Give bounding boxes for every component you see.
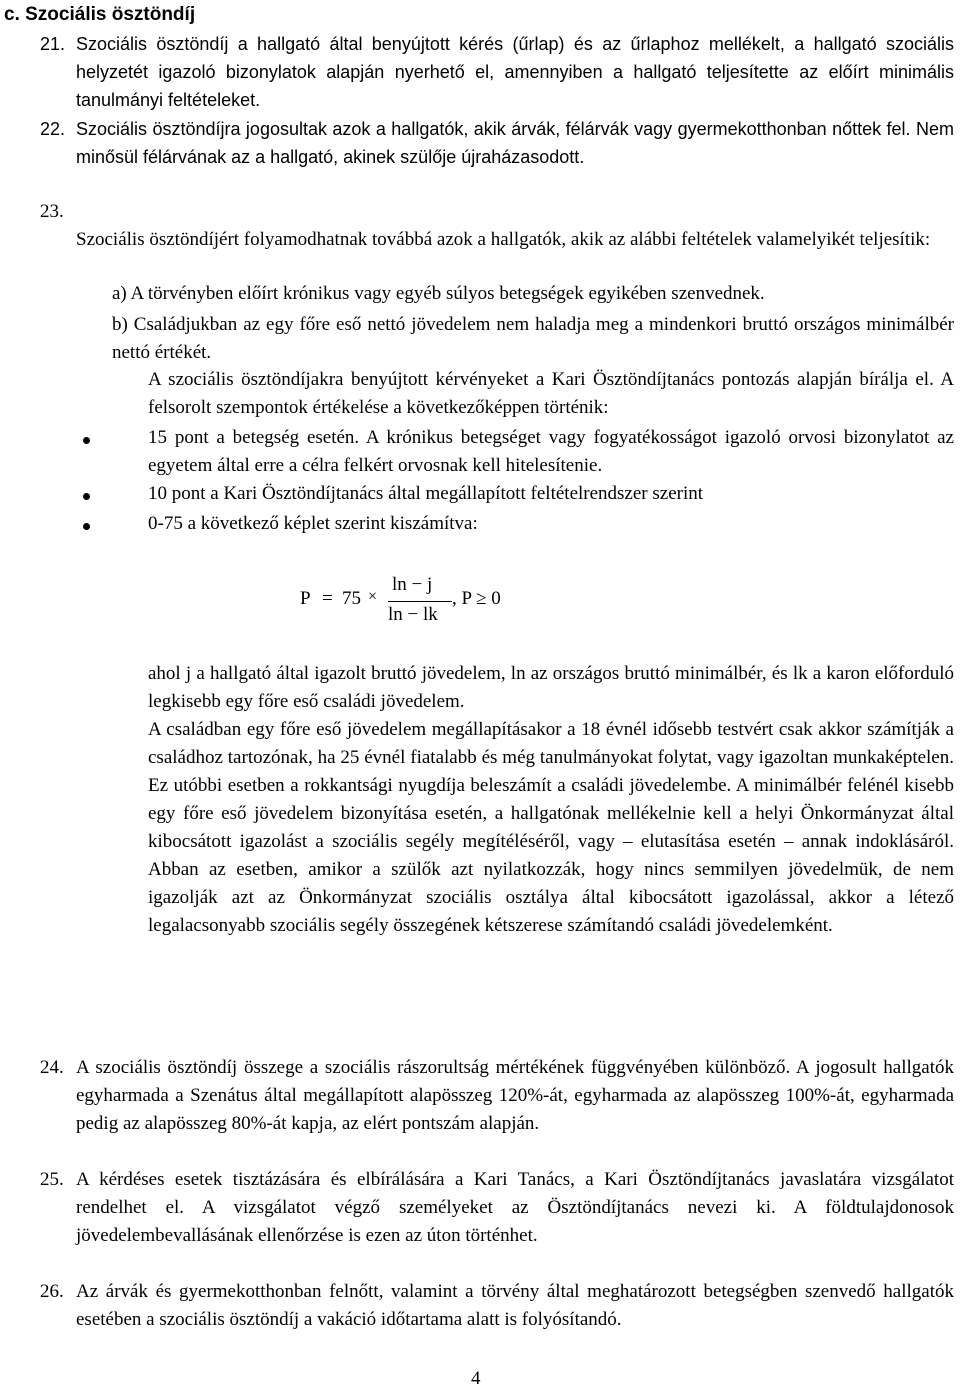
bullet-icon xyxy=(83,437,90,444)
formula-numerator: ln − j xyxy=(392,574,433,595)
item-number-24: 24. xyxy=(40,1057,64,1078)
bullet-item-council: 10 pont a Kari Ösztöndíjtanács által megállapított feltételrendszer szerint xyxy=(148,483,704,504)
section-heading: c. Szociális ösztöndíj xyxy=(4,4,196,25)
paragraph-21 xyxy=(76,30,954,114)
formula-equals: = xyxy=(322,588,333,609)
paragraph-23-intro: Szociális ösztöndíjért folyamodhatnak továbbá azok a hallgatók, akik az alábbi feltételek valamelyikét teljesítik: xyxy=(76,229,931,250)
condition-a: a) A törvényben előírt krónikus vagy egyéb súlyos betegségek egyikében szenvednek. xyxy=(112,283,765,304)
fraction-bar xyxy=(388,601,452,602)
points-formula xyxy=(300,570,540,630)
paragraph-22-text: Szociális ösztöndíjra jogosultak azok a hallgatók, akik árvák, félárvák vagy gyermekotthonban nőttek fel. Nem minősül félárvának az a hallgató, akinek szülője újraházasodott. xyxy=(76,119,954,167)
paragraph-26: Az árvák és gyermekotthonban felnőtt, valamint a törvény által meghatározott betegségben szenvedő hallgatók esetében a szociális ösztöndíj a vakáció időtartama alatt is folyósítandó. xyxy=(76,1281,954,1330)
item-number-22: 22. xyxy=(40,119,66,139)
paragraph-24: A szociális ösztöndíj összege a szociális rászorultság mértékének függvényében különböző. A jogosult hallgatók egyharmada a Szenátus által megállapított alapösszeg 120%-át, egyharmada az alapösszeg 100%-át, egyharmada pedig az alapösszeg 80%-át kapja, az elért pontszám alapján. xyxy=(76,1057,954,1134)
formula-condition: , P ≥ 0 xyxy=(452,588,501,609)
item-number-23: 23. xyxy=(40,201,64,222)
evaluation-text: A szociális ösztöndíjakra benyújtott kérvényeket a Kari Ösztöndíjtanács pontozás alapján bírálja el. A felsorolt szempontok értékelése a következőképpen történik: xyxy=(148,369,954,418)
bullet-icon xyxy=(83,523,90,530)
formula-lhs: P xyxy=(300,588,311,609)
household-income-rules: A családban egy főre eső jövedelem megállapításakor a 18 évnél idősebb testvért csak akkor számítják a családhoz tartozónak, ha 25 évnél fiatalabb és még tanulmányokat folytat, vagy igazoltan munkaképtelen. Ez utóbbi esetben a rokkantsági nyugdíja beleszámít a családi jövedelembe. A minimálbér felénél kisebb egy főre eső jövedelem bizonyítása esetén, a hallgatónak mellékelnie kell a helyi Önkormányzat által kibocsátott igazolást a szociális segély megítéléséről, vagy – elutasítása esetén – annak indoklásáról. Abban az esetben, amikor a szülők azt nyilatkozzák, hogy nincs semmilyen jövedelmük, de nem igazolják azt az Önkormányzat szociális osztálya által kibocsátott igazolással, akkor a létező legalacsonyabb szociális segély összegének kétszerese számítandó családi jövedelemként. xyxy=(148,719,954,936)
item-number-26: 26. xyxy=(40,1281,64,1302)
page-number: 4 xyxy=(471,1368,481,1389)
formula-times: × xyxy=(368,588,378,605)
bullet-icon xyxy=(83,493,90,500)
formula-coefficient: 75 xyxy=(342,588,361,609)
paragraph-21-text: Szociális ösztöndíj a hallgató által benyújtott kérés (űrlap) és az űrlaphoz mellékelt, a hallgató szociális helyzetét igazoló bizonylatok alapján nyerhető el, amennyiben a hallgató teljesítette az előírt minimális tanulmányi feltételeket. xyxy=(76,34,954,110)
formula-denominator: ln − lk xyxy=(388,604,438,625)
condition-b: b) Családjukban az egy főre eső nettó jövedelem nem haladja meg a mindenkori bruttó országos minimálbér nettó értékét. xyxy=(112,314,954,363)
formula-explanation: ahol j a hallgató által igazolt bruttó jövedelem, ln az országos bruttó minimálbér, és lk a karon előforduló legkisebb egy főre eső családi jövedelem. xyxy=(148,663,954,712)
paragraph-25: A kérdéses esetek tisztázására és elbírálására a Kari Tanács, a Kari Ösztöndíjtanács javaslatára vizsgálatot rendelhet el. A vizsgálatot végző személyeket az Ösztöndíjtanács nevezi ki. A földtulajdonosok jövedelembevallásának ellenőrzése is ezen az úton történhet. xyxy=(76,1169,954,1246)
paragraph-22 xyxy=(76,115,954,171)
bullet-item-illness: 15 pont a betegség esetén. A krónikus betegséget vagy fogyatékosságot igazoló orvosi bizonylatot az egyetem által erre a célra felkért orvosnak kell hitelesítenie. xyxy=(148,427,954,476)
bullet-item-formula: 0-75 a következő képlet szerint kiszámítva: xyxy=(148,513,478,534)
item-number-25: 25. xyxy=(40,1169,64,1190)
item-number-21: 21. xyxy=(40,34,66,54)
